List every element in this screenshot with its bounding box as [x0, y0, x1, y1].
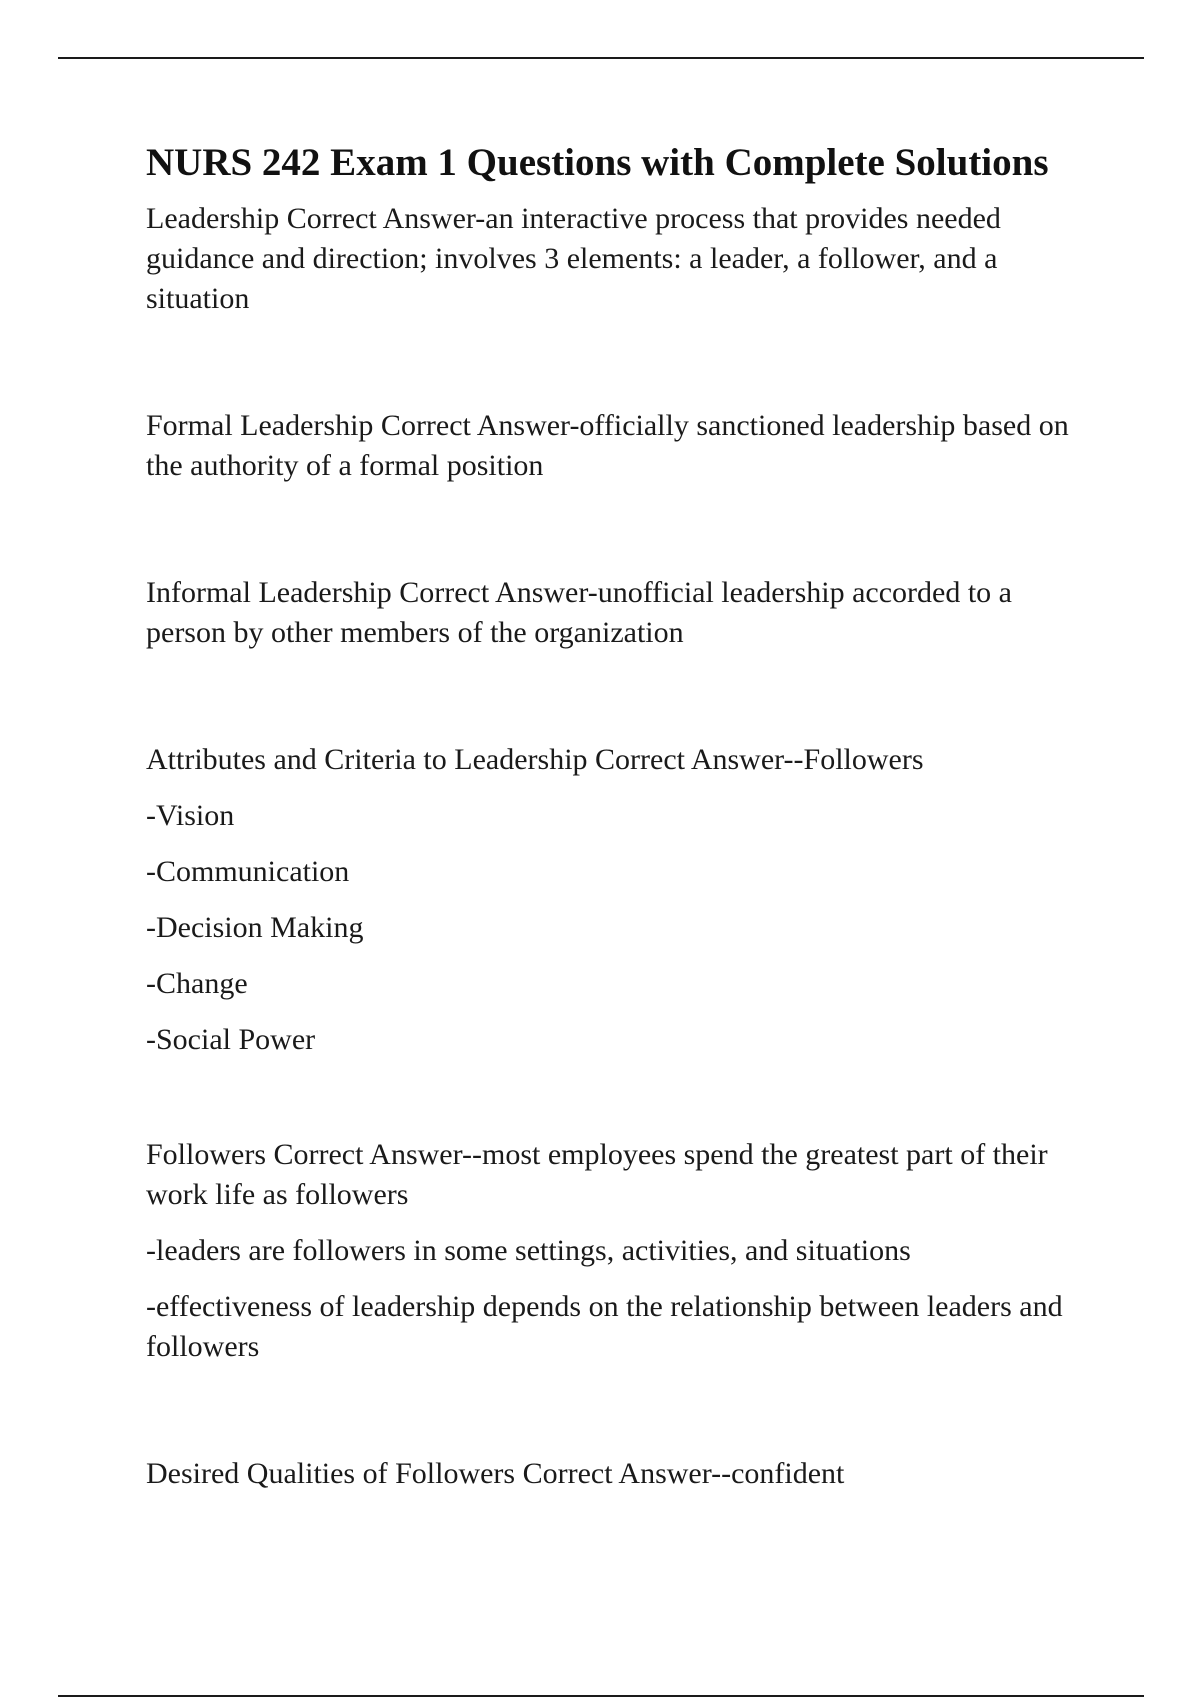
qa-entry-desired-qualities [146, 1454, 1086, 1494]
qa-entry-informal-leadership [146, 573, 1086, 653]
qa-entry-formal-leadership [146, 406, 1086, 486]
entry-bullet: -Social Power [146, 1022, 316, 1056]
entry-text: Desired Qualities of Followers Correct Answer--confident [146, 1456, 845, 1490]
entry-bullet: -effectiveness of leadership depends on the relationship between leaders and followers [146, 1289, 1063, 1363]
entry-text: Informal Leadership Correct Answer-unofficial leadership accorded to a person by other members of the organization [146, 575, 1012, 649]
entry-bullet: -Change [146, 966, 248, 1000]
entry-text: Attributes and Criteria to Leadership Correct Answer--Followers [146, 742, 924, 776]
qa-entry-leadership [146, 199, 1086, 319]
top-rule [58, 57, 1144, 59]
entry-text: Followers Correct Answer--most employees spend the greatest part of their work life as followers [146, 1137, 1048, 1211]
entry-bullet: -Decision Making [146, 910, 364, 944]
document-body [146, 140, 1086, 1494]
entry-text: Leadership Correct Answer-an interactive process that provides needed guidance and direction; involves 3 elements: a leader, a follower, and a situation [146, 201, 1001, 315]
entry-bullet: -leaders are followers in some settings, activities, and situations [146, 1233, 911, 1267]
bottom-rule [58, 1695, 1144, 1697]
qa-entry-attributes [146, 740, 1086, 1060]
document-title: NURS 242 Exam 1 Questions with Complete Solutions [146, 141, 1049, 184]
qa-entry-followers [146, 1135, 1086, 1367]
entry-bullet: -Vision [146, 798, 235, 832]
entry-text: Formal Leadership Correct Answer-officially sanctioned leadership based on the authority of a formal position [146, 408, 1069, 482]
entry-bullet: -Communication [146, 854, 350, 888]
